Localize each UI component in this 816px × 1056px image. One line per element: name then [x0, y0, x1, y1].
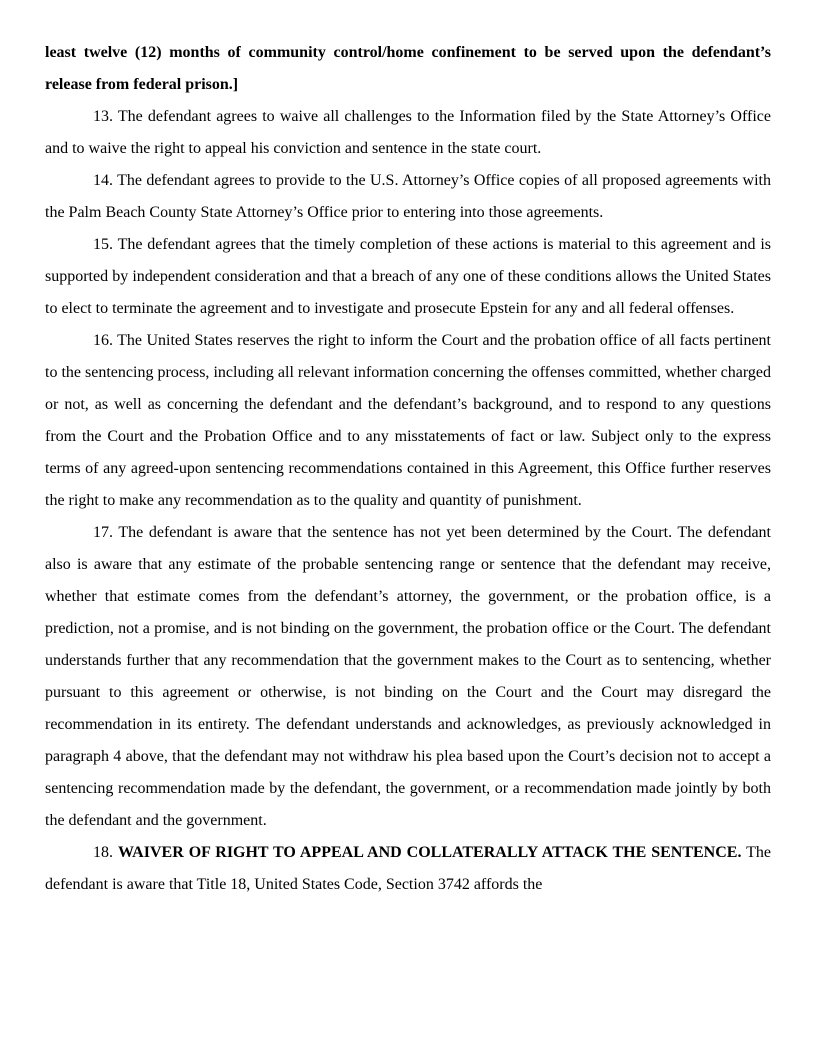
paragraph-18-heading: WAIVER OF RIGHT TO APPEAL AND COLLATERALLY ATTACK THE SENTENCE. [117, 844, 742, 861]
paragraph-18-number: 18. [93, 844, 118, 861]
document-page [45, 37, 771, 901]
paragraph-16: 16. The United States reserves the right to inform the Court and the probation office of all facts pertinent to the sentencing process, including all relevant information concerning the offenses committed, whether charged or not, as well as concerning the defendant and the defendant’s background, and to respond to any questions from the Court and the Probation Office and to any misstatements of fact or law. Subject only to the express terms of any agreed-upon sentencing recommendations contained in this Agreement, this Office further reserves the right to make any recommendation as to the quality and quantity of punishment. [45, 332, 771, 509]
paragraph-17: 17. The defendant is aware that the sentence has not yet been determined by the Court. The defendant also is aware that any estimate of the probable sentencing range or sentence that the defendant may receive, whether that estimate comes from the defendant’s attorney, the government, or the probation office, is a prediction, not a promise, and is not binding on the government, the probation office or the Court. The defendant understands further that any recommendation that the government makes to the Court as to sentencing, whether pursuant to this agreement or otherwise, is not binding on the Court and the Court may disregard the recommendation in its entirety. The defendant understands and acknowledges, as previously acknowledged in paragraph 4 above, that the defendant may not withdraw his plea based upon the Court’s decision not to accept a sentencing recommendation made by the defendant, the government, or a recommendation made jointly by both the defendant and the government. [45, 524, 771, 829]
paragraph-15: 15. The defendant agrees that the timely completion of these actions is material to this agreement and is supported by independent consideration and that a breach of any one of these conditions allows the United States to elect to terminate the agreement and to investigate and prosecute Epstein for any and all federal offenses. [45, 236, 771, 317]
paragraph-14: 14. The defendant agrees to provide to the U.S. Attorney’s Office copies of all proposed agreements with the Palm Beach County State Attorney’s Office prior to entering into those agreements. [45, 172, 771, 221]
paragraph-18 [45, 837, 771, 901]
paragraph-13: 13. The defendant agrees to waive all challenges to the Information filed by the State Attorney’s Office and to waive the right to appeal his conviction and sentence in the state court. [45, 108, 771, 157]
paragraph-18-body: The defendant is aware that Title 18, United States Code, Section 3742 affords the [45, 844, 772, 893]
continuation-paragraph: least twelve (12) months of community control/home confinement to be served upon the defendant’s release from federal prison.] [45, 44, 771, 93]
